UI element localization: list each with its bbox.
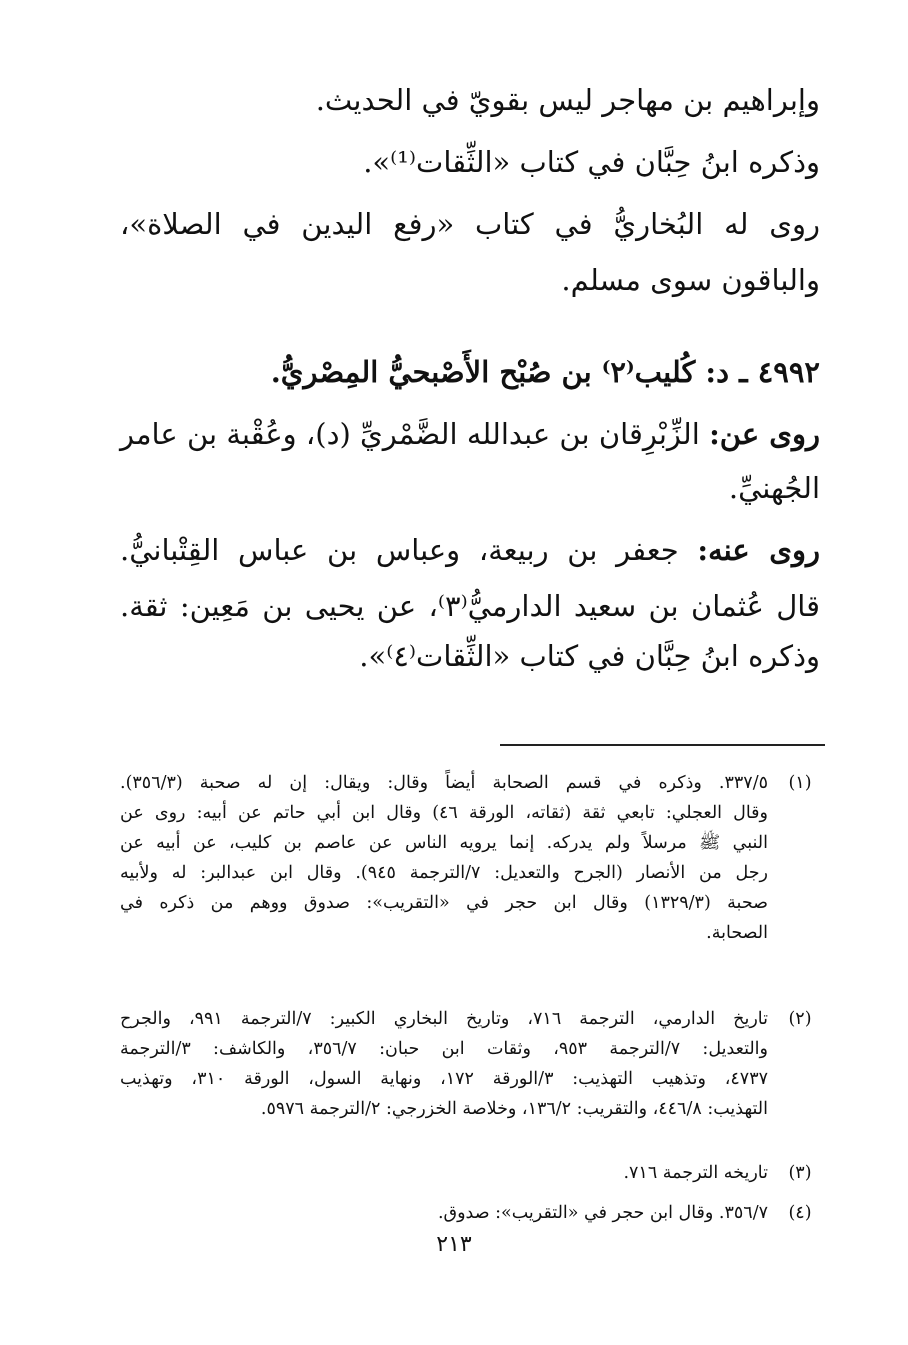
footnote-line: وقال العجلي: تابعي ثقة (ثقاته، الورقة ٤٦) وقال ابن أبي حاتم عن أبيه: روى عن <box>120 803 768 823</box>
footnote-line: رجل من الأنصار (الجرح والتعديل: ٧/الترجمة ٩٤٥). وقال ابن عبدالبر: له ولأبيه <box>120 863 768 883</box>
footnote-line: تاريخ الدارمي، الترجمة ٧١٦، وتاريخ البخاري الكبير: ٧/الترجمة ٩٩١، والجرح <box>120 1009 768 1029</box>
page-number: ٢١٣ <box>436 1232 472 1257</box>
narrated-by-text: جعفر بن ربيعة، وعباس بن عباس القِتْبانيُّ. <box>120 533 679 567</box>
footnote-line: ٣٣٧/٥. وذكره في قسم الصحابة أيضاً وقال: ويقال: إن له صحبة (٣٥٦/٣). <box>120 773 768 793</box>
footnote-line: والتعديل: ٧/الترجمة ٩٥٣، وثقات ابن حبان: ٣٥٦/٧، والكاشف: ٣/الترجمة <box>120 1039 768 1059</box>
footnote-line: الصحابة. <box>706 923 768 943</box>
footnote-line: النبي ﷺ مرسلاً ولم يدركه. إنما يرويه الناس عن عاصم بن كليب، عن أبيه عن <box>120 833 768 853</box>
footnote-line: التهذيب: ٤٤٦/٨، والتقريب: ١٣٦/٢، وخلاصة الخزرجي: ٢/الترجمة ٥٩٧٦. <box>260 1099 768 1119</box>
footnote-line: ٣٥٦/٧. وقال ابن حجر في «التقريب»: صدوق. <box>437 1203 768 1223</box>
footnote-4 <box>120 1198 820 1228</box>
footnote-line: ٤٧٣٧، وتذهيب التهذيب: ٣/الورقة ١٧٢، ونهاية السول، الورقة ٣١٠، وتهذيب <box>120 1069 768 1089</box>
narrated-from-line <box>120 412 820 456</box>
narrated-by-label: روى عنه: <box>697 533 820 567</box>
footnote-separator <box>500 744 825 746</box>
narrated-from-label: روى عن: <box>709 417 820 451</box>
text-line: وذكره ابنُ حِبَّان في كتاب «الثِّقات⁽٤⁾». <box>359 639 820 673</box>
footnote-line: صحبة (١٣٢٩/٣) وقال ابن حجر في «التقريب»: صدوق ووهم من ذكره في <box>120 893 768 913</box>
footnote-1 <box>120 768 820 948</box>
narrated-by-line <box>120 528 820 572</box>
text-line: الجُهنيِّ. <box>728 471 820 505</box>
footnote-number: (٣) <box>788 1163 812 1183</box>
text-line: وإبراهيم بن مهاجر ليس بقويّ في الحديث. <box>315 83 820 117</box>
entry-heading: ٤٩٩٢ ـ د: كُليب⁽٢⁾ بن صُبْح الأَصْبحيُّ المِصْريُّ. <box>270 355 820 389</box>
footnote-number: (٢) <box>788 1009 812 1029</box>
text-line: روى له البُخاريُّ في كتاب «رفع اليدين في الصلاة»، <box>120 207 820 241</box>
text-line: وذكره ابنُ حِبَّان في كتاب «الثِّقات⁽¹⁾». <box>363 145 820 179</box>
text-line: والباقون سوى مسلم. <box>561 263 820 297</box>
footnote-2 <box>120 1004 820 1124</box>
footnote-3 <box>120 1158 820 1188</box>
text-line: قال عُثمان بن سعيد الدارميُّ⁽٣⁾، عن يحيى بن مَعِين: ثقة. <box>120 589 820 623</box>
footnote-line: تاريخه الترجمة ٧١٦. <box>623 1163 768 1183</box>
footnote-number: (١) <box>788 773 812 793</box>
footnote-number: (٤) <box>788 1203 812 1223</box>
narrated-from-text: الزِّبْرِقان بن عبدالله الضَّمْريِّ (د)، وعُقْبة بن عامر <box>120 417 700 451</box>
